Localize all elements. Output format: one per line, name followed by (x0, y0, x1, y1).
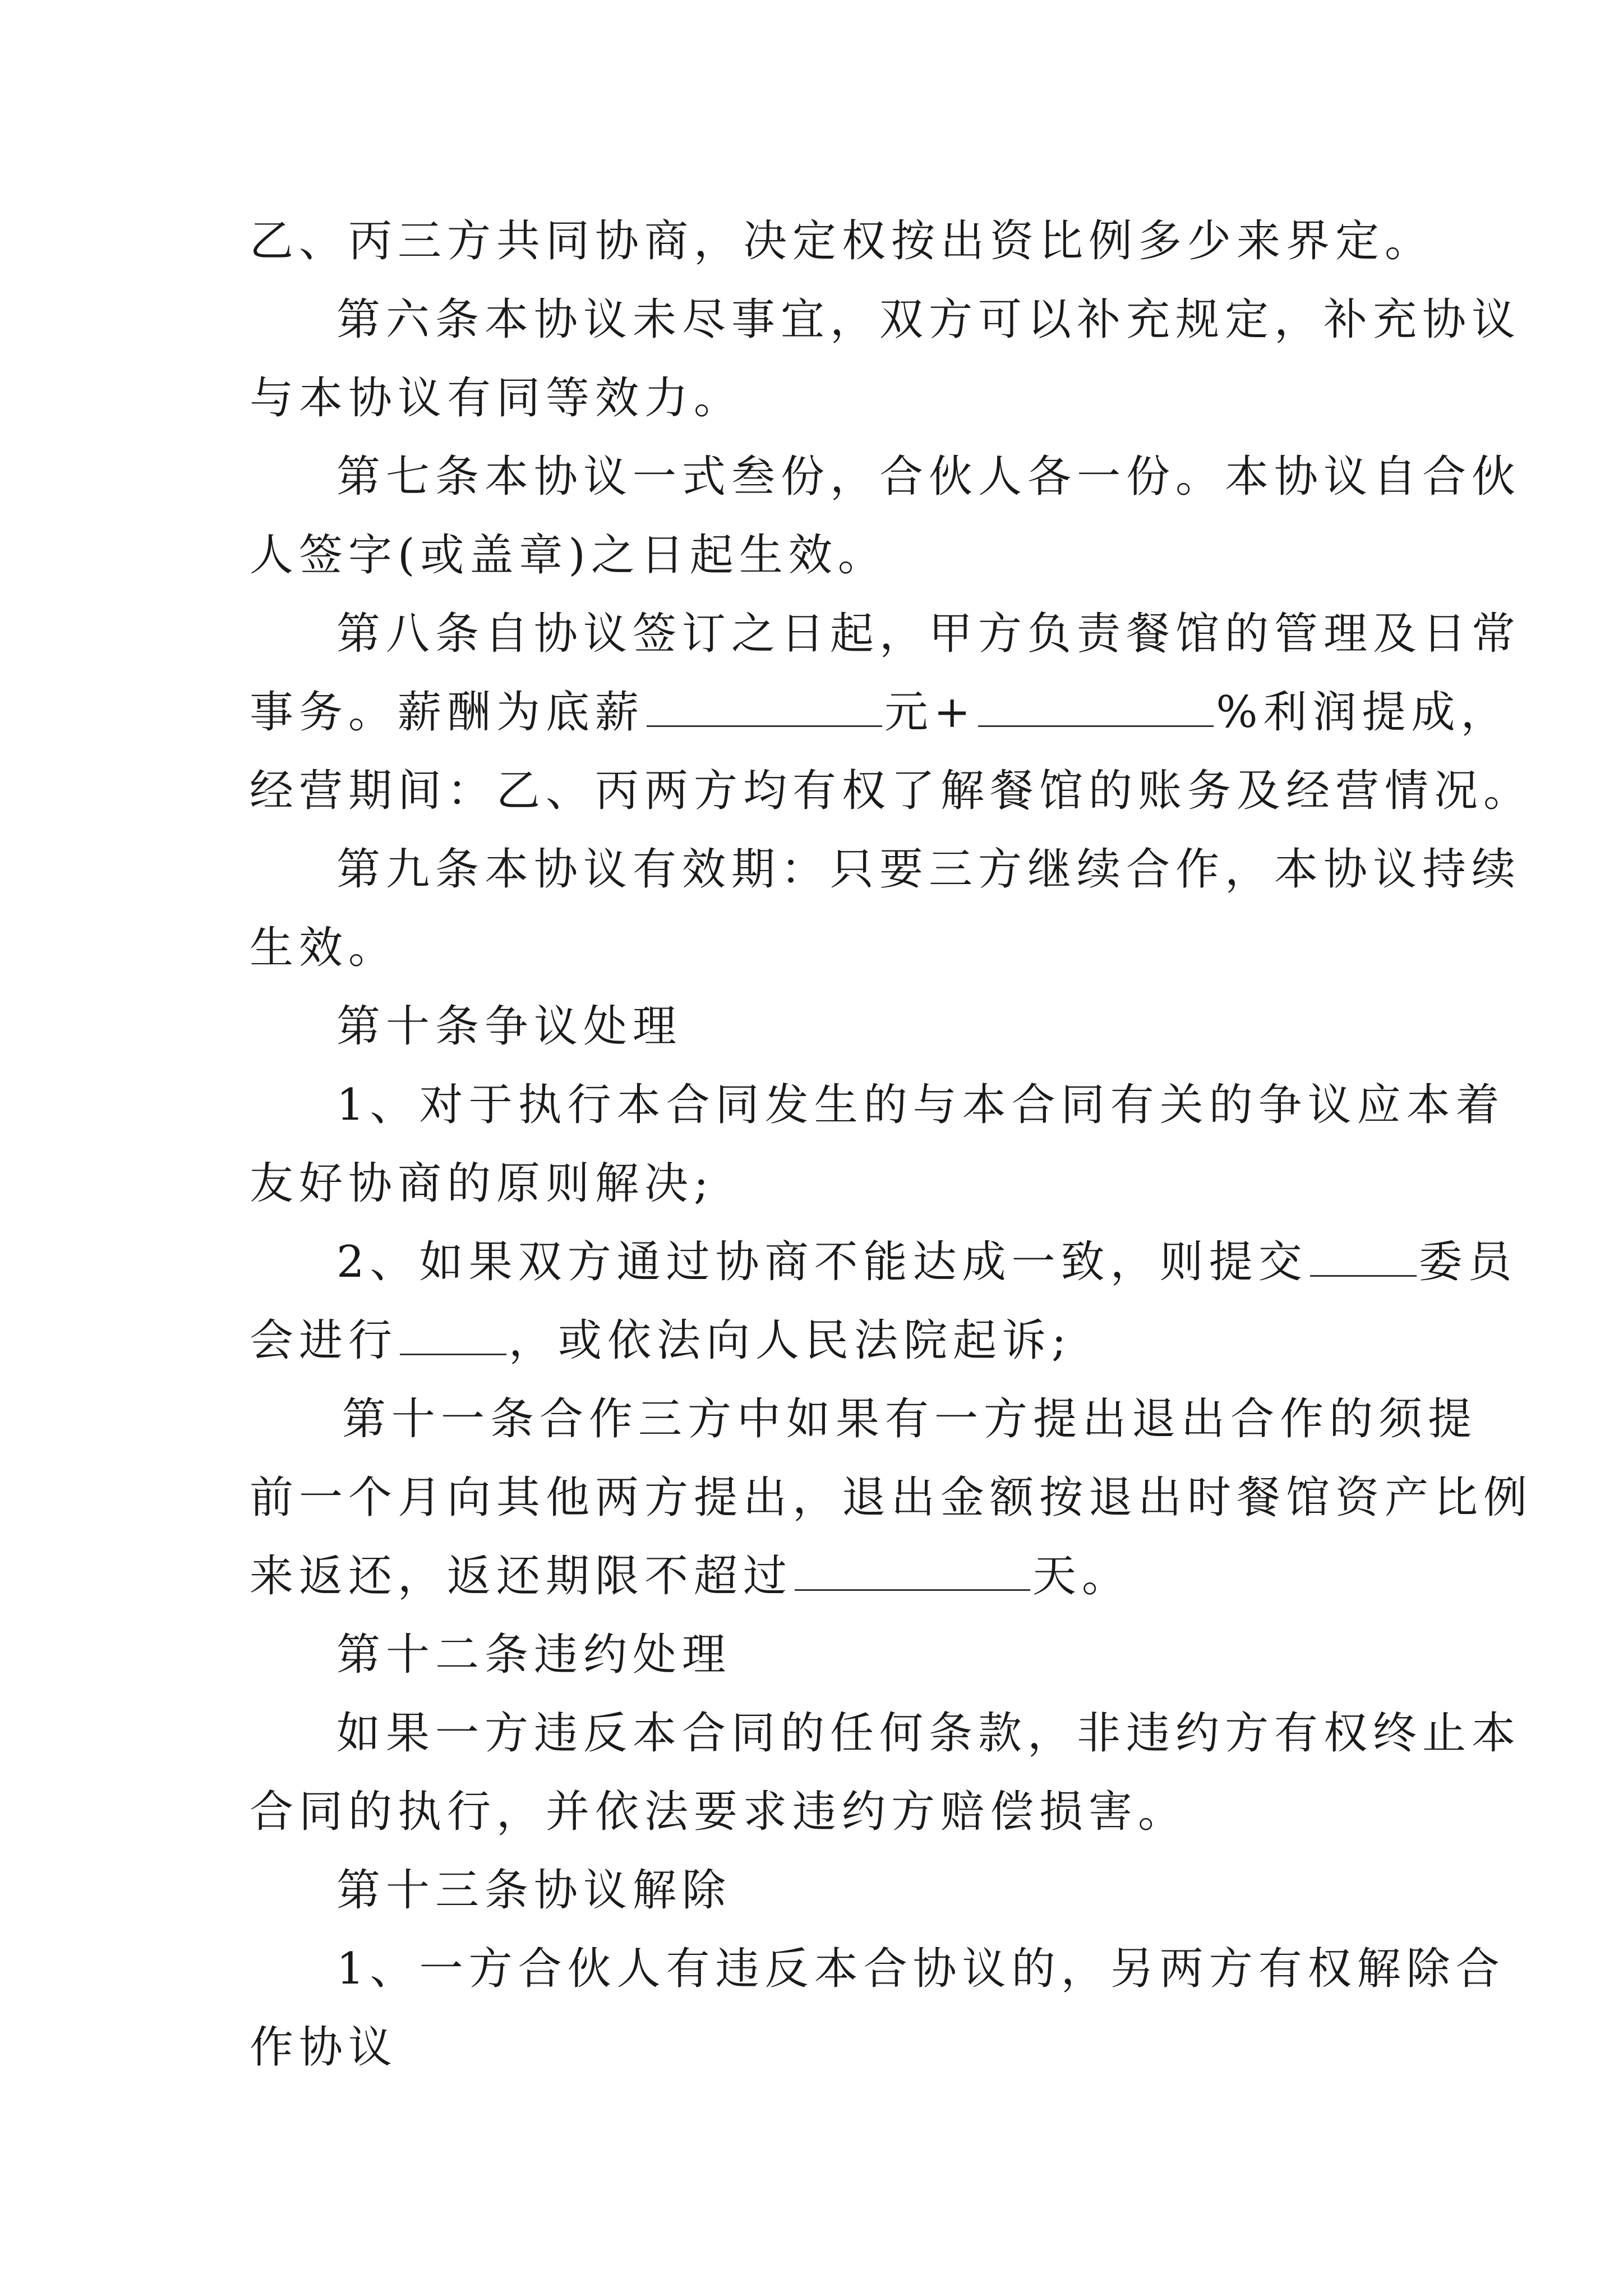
text-line: 友好协商的原则解决; (250, 1158, 714, 1209)
text-line: 第七条本协议一式叁份，合伙人各一份。本协议自合伙 (336, 452, 1521, 502)
text-segment: %利润提成， (1216, 687, 1510, 738)
text-line: 第六条本协议未尽事宜，双方可以补充规定，补充协议 (336, 295, 1521, 345)
text-segment: 来返还，返还期限不超过 (250, 1551, 793, 1602)
text-line-with-blanks (0, 1537, 1623, 1616)
text-line: 1、对于执行本合同发生的与本合同有关的争议应本着 (336, 1080, 1505, 1130)
text-line: 如果一方违反本合同的任何条款，非违约方有权终止本 (336, 1708, 1521, 1759)
text-line-with-blanks (0, 1223, 1623, 1301)
text-line: 合同的执行，并依法要求违约方赔偿损害。 (250, 1787, 1188, 1837)
text-line: 前一个月向其他两方提出，退出金额按退出时餐馆资产比例 (250, 1473, 1533, 1523)
text-line: 经营期间：乙、丙两方均有权了解餐馆的账务及经营情况。 (250, 766, 1533, 816)
fill-in-blank (795, 1552, 1030, 1591)
text-segment: 委员 (1418, 1237, 1518, 1287)
text-line: 第十一条合作三方中如果有一方提出退出合作的须提 (342, 1394, 1478, 1444)
text-segment: 天。 (1032, 1551, 1132, 1602)
text-line-with-blanks (0, 673, 1623, 752)
text-line-with-blanks (0, 1301, 1623, 1380)
fill-in-blank (978, 688, 1214, 727)
section-heading: 第十条争议处理 (336, 1001, 683, 1052)
text-line: 1、一方合伙人有违反本合协议的，另两方有权解除合 (336, 1944, 1505, 1994)
text-line: 乙、丙三方共同协商，决定权按出资比例多少来界定。 (250, 216, 1435, 266)
text-line: 生效。 (250, 923, 398, 973)
text-segment: 事务。薪酬为底薪 (250, 687, 645, 738)
text-segment: 会进行 (250, 1315, 398, 1366)
text-line: 第八条自协议签订之日起，甲方负责餐馆的管理及日常 (336, 609, 1521, 659)
fill-in-blank (1310, 1238, 1417, 1277)
text-line: 与本协议有同等效力。 (250, 373, 744, 424)
fill-in-blank (400, 1317, 506, 1355)
fill-in-blank (647, 688, 882, 727)
text-segment: 2、如果双方通过协商不能达成一致，则提交 (336, 1237, 1308, 1287)
section-heading: 第十三条协议解除 (336, 1865, 732, 1916)
text-segment: 元+ (884, 687, 976, 738)
section-heading: 第十二条违约处理 (336, 1630, 732, 1680)
text-line: 第九条本协议有效期：只要三方继续合作，本协议持续 (336, 844, 1521, 895)
text-line: 人签字(或盖章)之日起生效。 (250, 530, 887, 581)
text-segment: ，或依法向人民法院起诉; (509, 1315, 1072, 1366)
text-line: 作协议 (250, 2022, 398, 2073)
